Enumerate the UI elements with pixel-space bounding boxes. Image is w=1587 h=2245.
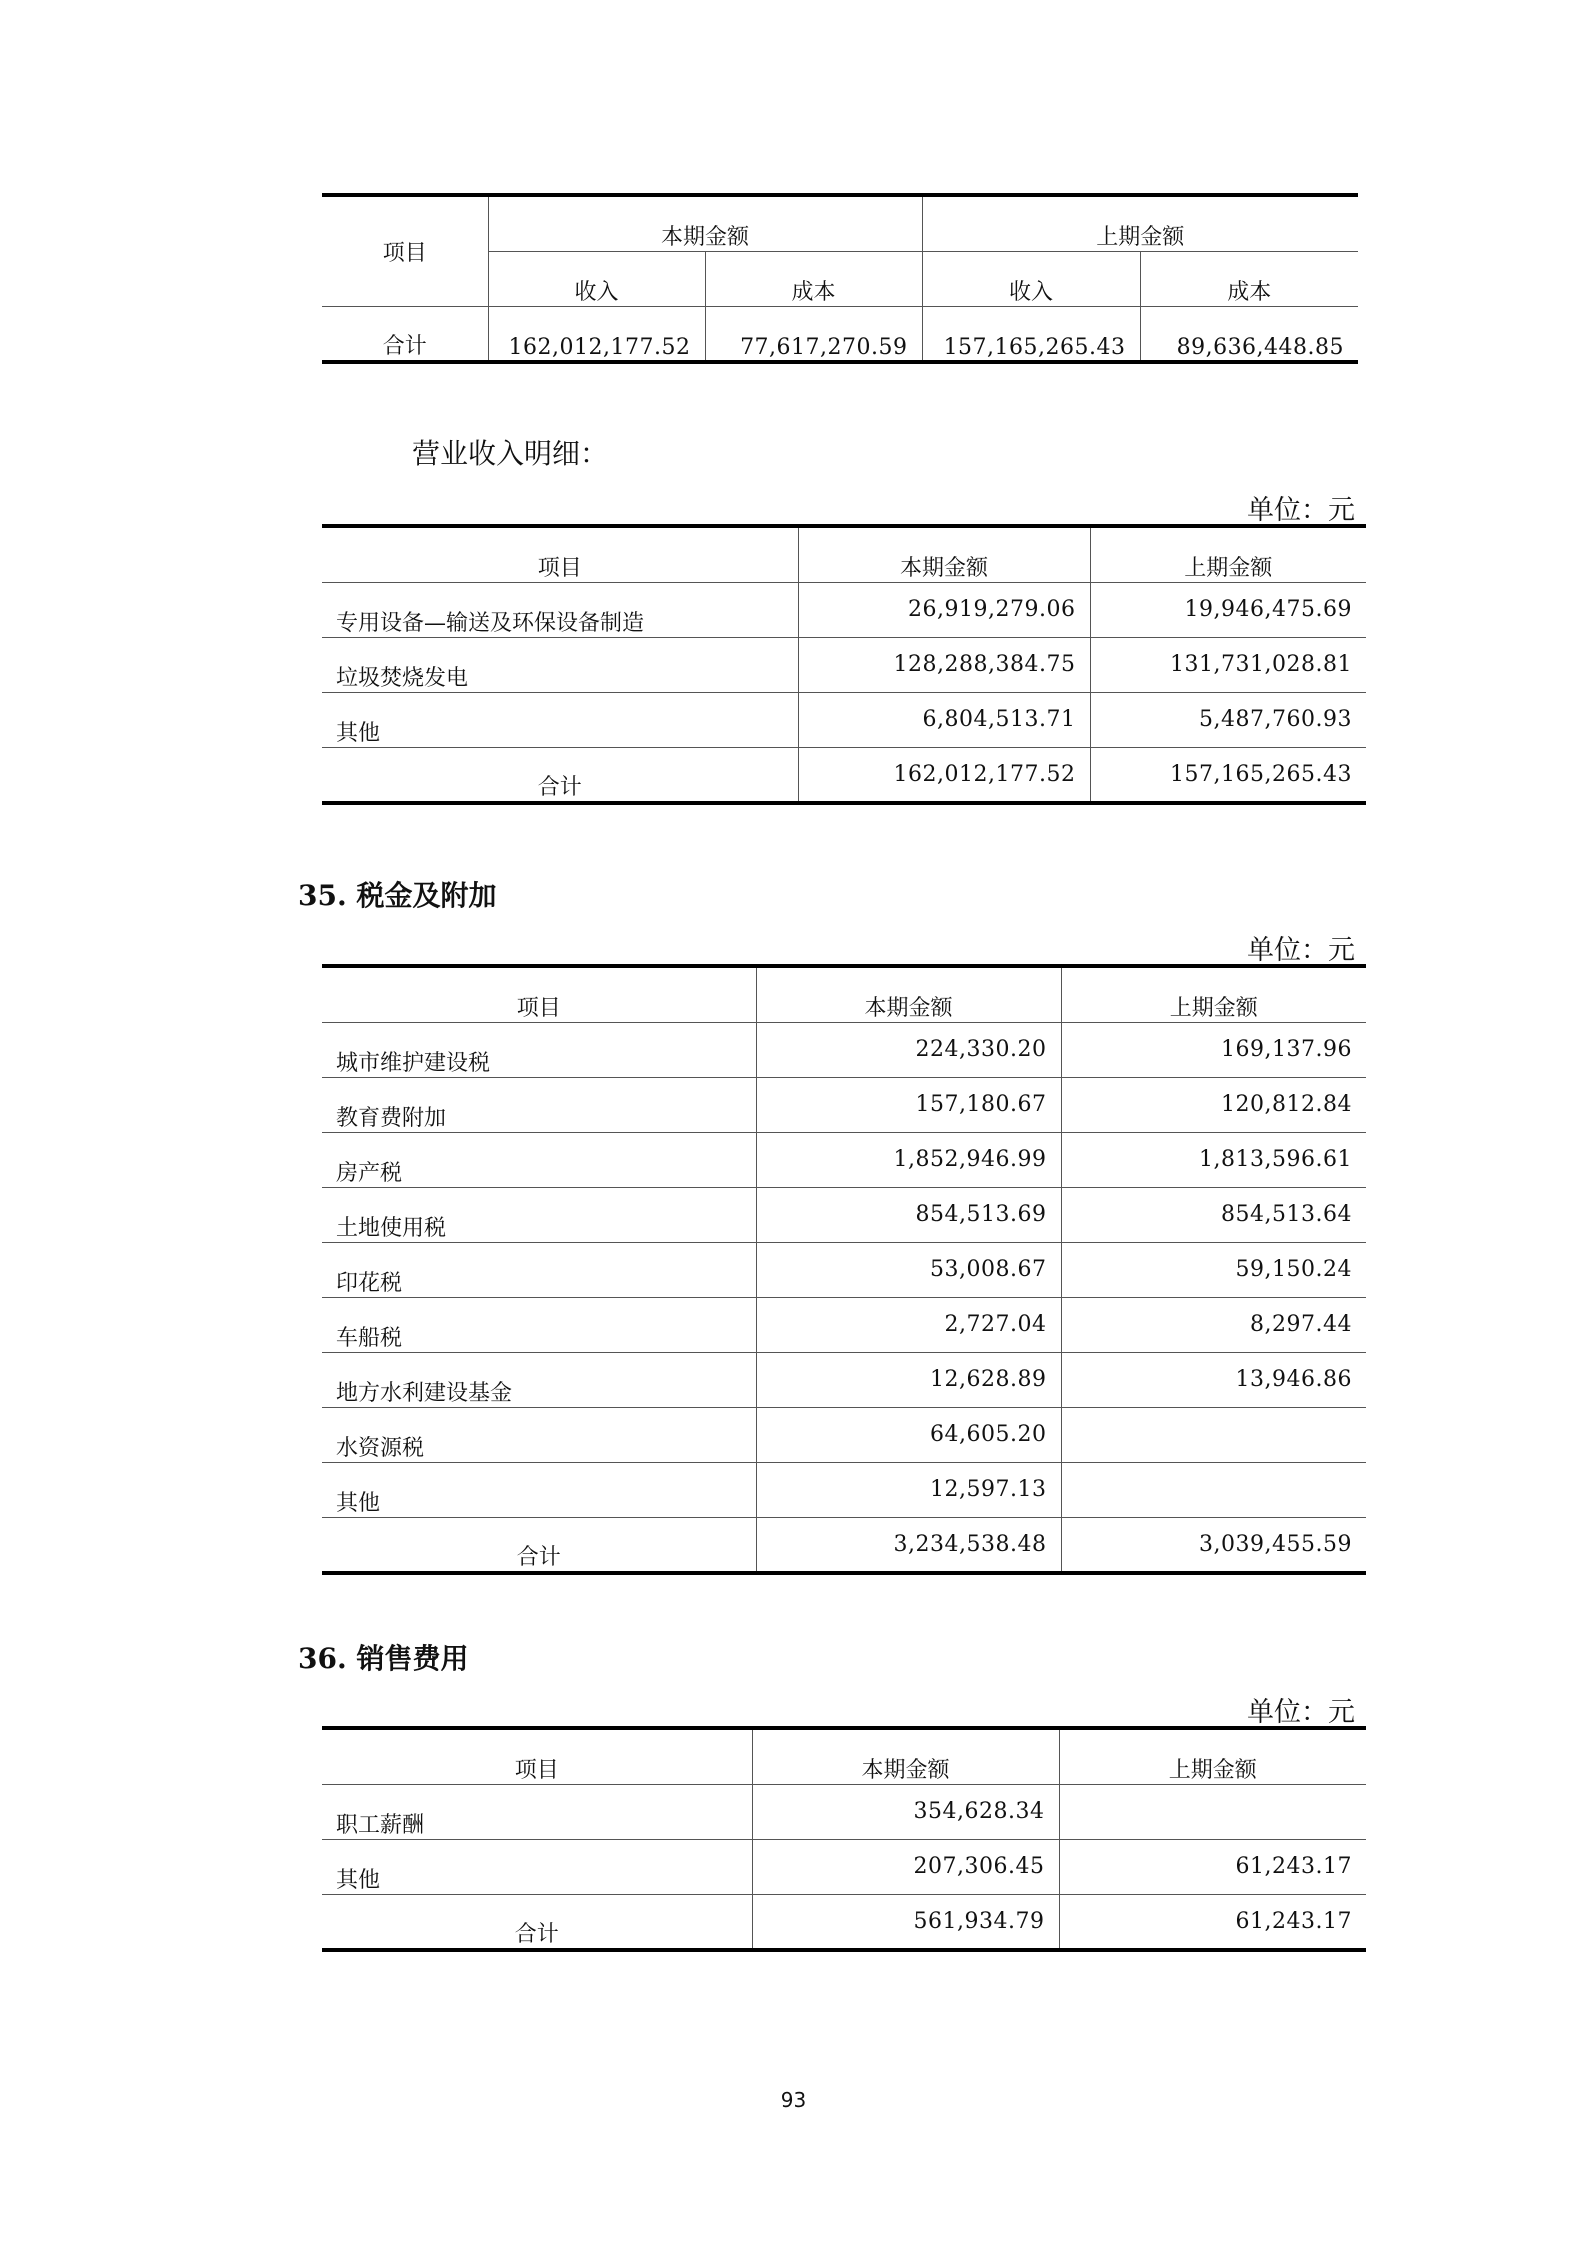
total-prior-revenue: 157,165,265.43	[922, 306, 1140, 362]
row-prior: 120,812.84	[1061, 1077, 1366, 1132]
row-item: 职工薪酬	[322, 1784, 752, 1839]
row-prior: 8,297.44	[1061, 1297, 1366, 1352]
table-row	[322, 1839, 1366, 1894]
header-prior-period: 上期金额	[922, 195, 1358, 251]
revenue-cost-table	[322, 193, 1358, 364]
row-current: 6,804,513.71	[798, 692, 1090, 747]
header-item: 项目	[322, 195, 488, 306]
table-row	[322, 637, 1366, 692]
row-current: 157,180.67	[756, 1077, 1061, 1132]
row-prior: 59,150.24	[1061, 1242, 1366, 1297]
section-36-heading: 36. 销售费用	[298, 1642, 469, 1675]
header-prior: 上期金额	[1061, 966, 1366, 1022]
row-prior: 1,813,596.61	[1061, 1132, 1366, 1187]
row-item: 车船税	[322, 1297, 756, 1352]
table-row	[322, 1894, 1366, 1950]
row-item: 其他	[322, 1839, 752, 1894]
total-current-cost: 77,617,270.59	[705, 306, 922, 362]
total-prior-cost: 89,636,448.85	[1140, 306, 1358, 362]
table-row	[322, 747, 1366, 803]
row-current: 12,597.13	[756, 1462, 1061, 1517]
row-item: 土地使用税	[322, 1187, 756, 1242]
table-row	[322, 582, 1366, 637]
header-current: 本期金额	[752, 1728, 1059, 1784]
row-prior: 131,731,028.81	[1090, 637, 1366, 692]
row-item: 城市维护建设税	[322, 1022, 756, 1077]
row-item: 垃圾焚烧发电	[322, 637, 798, 692]
total-current-revenue: 162,012,177.52	[488, 306, 705, 362]
table-row	[322, 1517, 1366, 1573]
row-item: 地方水利建设基金	[322, 1352, 756, 1407]
table-row	[322, 1352, 1366, 1407]
table-row	[322, 1242, 1366, 1297]
row-item: 专用设备—输送及环保设备制造	[322, 582, 798, 637]
header-item: 项目	[322, 526, 798, 582]
revenue-detail-table	[322, 524, 1366, 805]
row-item: 教育费附加	[322, 1077, 756, 1132]
row-prior	[1061, 1462, 1366, 1517]
row-current: 53,008.67	[756, 1242, 1061, 1297]
total-prior: 3,039,455.59	[1061, 1517, 1366, 1573]
header-prior-revenue: 收入	[922, 251, 1140, 306]
row-current: 128,288,384.75	[798, 637, 1090, 692]
header-current: 本期金额	[798, 526, 1090, 582]
row-prior: 13,946.86	[1061, 1352, 1366, 1407]
row-prior: 19,946,475.69	[1090, 582, 1366, 637]
table-row	[322, 1187, 1366, 1242]
row-current: 2,727.04	[756, 1297, 1061, 1352]
total-label: 合计	[322, 1517, 756, 1573]
header-current-revenue: 收入	[488, 251, 705, 306]
selling-unit: 单位：元	[1247, 1697, 1355, 1728]
total-prior: 61,243.17	[1059, 1894, 1366, 1950]
revenue-detail-title: 营业收入明细：	[412, 437, 609, 470]
total-prior: 157,165,265.43	[1090, 747, 1366, 803]
row-prior: 854,513.64	[1061, 1187, 1366, 1242]
row-current: 1,852,946.99	[756, 1132, 1061, 1187]
row-current: 207,306.45	[752, 1839, 1059, 1894]
row-current: 854,513.69	[756, 1187, 1061, 1242]
table-row	[322, 1407, 1366, 1462]
row-item: 其他	[322, 692, 798, 747]
row-current: 224,330.20	[756, 1022, 1061, 1077]
header-current-period: 本期金额	[488, 195, 922, 251]
header-current: 本期金额	[756, 966, 1061, 1022]
total-current: 561,934.79	[752, 1894, 1059, 1950]
header-current-cost: 成本	[705, 251, 922, 306]
total-label: 合计	[322, 747, 798, 803]
table-row	[322, 306, 1358, 362]
header-item: 项目	[322, 1728, 752, 1784]
total-label: 合计	[322, 306, 488, 362]
row-current: 354,628.34	[752, 1784, 1059, 1839]
row-prior	[1059, 1784, 1366, 1839]
row-item: 印花税	[322, 1242, 756, 1297]
row-current: 64,605.20	[756, 1407, 1061, 1462]
total-current: 162,012,177.52	[798, 747, 1090, 803]
selling-expenses-table	[322, 1726, 1366, 1952]
table-row	[322, 1132, 1366, 1187]
row-item: 水资源税	[322, 1407, 756, 1462]
header-prior: 上期金额	[1059, 1728, 1366, 1784]
table-row	[322, 1462, 1366, 1517]
row-current: 12,628.89	[756, 1352, 1061, 1407]
table-row	[322, 1784, 1366, 1839]
row-prior: 169,137.96	[1061, 1022, 1366, 1077]
table-row	[322, 1022, 1366, 1077]
header-prior: 上期金额	[1090, 526, 1366, 582]
row-prior: 61,243.17	[1059, 1839, 1366, 1894]
revenue-detail-unit: 单位：元	[1247, 495, 1355, 526]
row-item: 其他	[322, 1462, 756, 1517]
row-prior: 5,487,760.93	[1090, 692, 1366, 747]
header-prior-cost: 成本	[1140, 251, 1358, 306]
row-item: 房产税	[322, 1132, 756, 1187]
table-row	[322, 1297, 1366, 1352]
row-prior	[1061, 1407, 1366, 1462]
taxes-table	[322, 964, 1366, 1575]
taxes-unit: 单位：元	[1247, 935, 1355, 966]
table-row	[322, 1077, 1366, 1132]
header-item: 项目	[322, 966, 756, 1022]
total-current: 3,234,538.48	[756, 1517, 1061, 1573]
table-row	[322, 692, 1366, 747]
page-number: 93	[780, 2088, 807, 2112]
total-label: 合计	[322, 1894, 752, 1950]
section-35-heading: 35. 税金及附加	[298, 879, 497, 912]
row-current: 26,919,279.06	[798, 582, 1090, 637]
